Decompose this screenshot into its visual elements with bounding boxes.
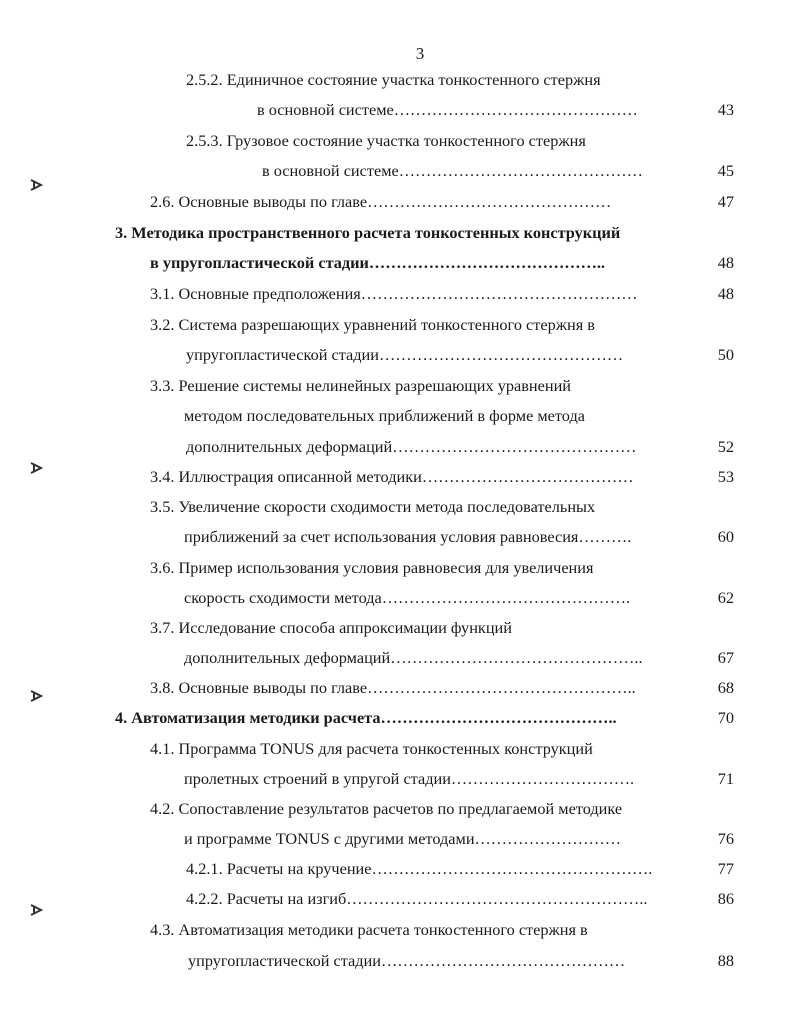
toc-entry-title: Автоматизация методики расчета…………………………………….. — [131, 708, 617, 727]
toc-entry-number: 3.4. — [150, 467, 175, 486]
toc-page-number: 68 — [717, 678, 734, 697]
toc-entry-number: 4.2.2. — [186, 889, 223, 908]
toc-entry-title: Автоматизация методики расчета тонкостенного стержня в — [178, 920, 588, 939]
toc-entry-number: 3.3. — [150, 376, 175, 395]
toc-entry-3-6-continuation: скорость сходимости метода………………………………………. — [184, 588, 631, 607]
page-number: 3 — [415, 44, 425, 63]
toc-entry-3-4 — [150, 466, 686, 488]
toc-page-number: 50 — [717, 345, 734, 364]
toc-entry-title: Исследование способа аппроксимации функций — [178, 618, 512, 637]
toc-entry-number: 4.1. — [150, 739, 175, 758]
toc-entry-title: Методика пространственного расчета тонкостенных конструкций — [131, 223, 621, 242]
toc-entry-4-3-heading — [150, 919, 588, 941]
toc-entry-title: Основные предположения…………………………………………… — [178, 284, 638, 303]
toc-entry-3-6-heading — [150, 557, 593, 579]
toc-entry-number: 3.2. — [150, 315, 175, 334]
toc-entry-title: Расчеты на изгиб……………………………………………….. — [226, 889, 648, 908]
toc-chapter-3-heading — [115, 222, 620, 244]
toc-entry-4-2-continuation: и программе TONUS с другими методами……………………… — [184, 829, 622, 848]
toc-entry-4-2-2 — [186, 888, 690, 910]
toc-page-number: 43 — [717, 100, 734, 119]
toc-entry-3-1 — [150, 283, 690, 305]
toc-entry-number: 4.2.1. — [186, 859, 223, 878]
toc-page-number: 45 — [717, 161, 734, 180]
toc-entry-3-3-heading — [150, 375, 571, 397]
toc-entry-title: Грузовое состояние участка тонкостенного стержня — [226, 131, 586, 150]
toc-entry-title: Увеличение скорости сходимости метода последовательных — [178, 497, 596, 516]
toc-entry-number: 3.8. — [150, 678, 175, 697]
toc-entry-3-2-continuation: упругопластической стадии……………………………………… — [186, 345, 624, 364]
toc-page-number: 71 — [717, 769, 734, 788]
toc-page-number: 67 — [717, 648, 734, 667]
toc-entry-3-5-heading — [150, 496, 595, 518]
toc-page-number: 76 — [717, 829, 734, 848]
toc-entry-3-3-continuation: дополнительных деформаций……………………………………… — [186, 437, 637, 456]
toc-entry-3-7-heading — [150, 617, 512, 639]
toc-page-number: 70 — [717, 708, 734, 727]
toc-chapter-4 — [115, 707, 687, 729]
toc-entry-number: 3.7. — [150, 618, 175, 637]
toc-entry-number: 4.3. — [150, 920, 175, 939]
toc-entry-4-2-heading — [150, 798, 622, 820]
toc-chapter-3-continuation — [150, 252, 688, 274]
toc-page-number: 48 — [717, 253, 734, 272]
toc-entry-4-2-1 — [186, 858, 688, 880]
toc-entry-title: Сопоставление результатов расчетов по предлагаемой методике — [178, 799, 623, 818]
toc-entry-title: Иллюстрация описанной методики………………………………… — [178, 467, 634, 486]
scan-mark-icon — [28, 902, 44, 918]
toc-entry-title: Решение системы нелинейных разрешающих уравнений — [178, 376, 571, 395]
toc-entry-3-8 — [150, 677, 686, 699]
toc-entry-number: 3.1. — [150, 284, 175, 303]
toc-entry-2-5-2-heading — [186, 69, 601, 91]
toc-entry-title: Система разрешающих уравнений тонкостенного стержня в — [178, 315, 595, 334]
toc-entry-4-3-continuation: упругопластической стадии……………………………………… — [188, 951, 626, 970]
toc-entry-number: 3.5. — [150, 497, 175, 516]
toc-page-number: 52 — [717, 437, 734, 456]
toc-entry-3-2-heading — [150, 314, 595, 336]
toc-entry-2-5-2-continuation: в основной системе……………………………………… — [257, 100, 638, 119]
scan-mark-icon — [28, 688, 44, 704]
toc-entry-number: 4. — [115, 708, 128, 727]
toc-entry-4-1-heading — [150, 738, 593, 760]
toc-entry-number: 2.5.2. — [186, 70, 223, 89]
toc-entry-4-1-continuation: пролетных строений в упругой стадии……………………………. — [184, 769, 635, 788]
toc-page-number: 48 — [717, 284, 734, 303]
toc-page-number: 62 — [717, 588, 734, 607]
toc-page-number: 47 — [717, 192, 734, 211]
toc-entry-2-5-3-heading — [186, 130, 586, 152]
toc-page-number: 88 — [717, 951, 734, 970]
toc-page-number: 77 — [717, 859, 734, 878]
toc-entry-2-6 — [150, 191, 690, 213]
toc-entry-title: Пример использования условия равновесия для увеличения — [178, 558, 594, 577]
scan-mark-icon — [28, 177, 44, 193]
toc-entry-title: Основные выводы по главе……………………………………… — [178, 192, 612, 211]
scan-mark-icon — [28, 460, 44, 476]
toc-entry-title: в упругопластической стадии…………………………………….. — [150, 253, 605, 272]
toc-page-number: 53 — [717, 467, 734, 486]
toc-entry-3-3-continuation: методом последовательных приближений в форме метода — [184, 406, 585, 425]
toc-page-number: 60 — [717, 527, 734, 546]
toc-entry-number: 2.5.3. — [186, 131, 223, 150]
toc-entry-number: 2.6. — [150, 192, 175, 211]
toc-entry-number: 4.2. — [150, 799, 175, 818]
toc-entry-number: 3. — [115, 223, 128, 242]
toc-entry-2-5-3-continuation: в основной системе……………………………………… — [262, 161, 643, 180]
toc-entry-title: Единичное состояние участка тонкостенного стержня — [226, 70, 601, 89]
toc-entry-3-5-continuation: приближений за счет использования условия равновесия………. — [184, 527, 632, 546]
toc-entry-title: Основные выводы по главе………………………………………….. — [178, 678, 636, 697]
toc-entry-3-7-continuation: дополнительных деформаций……………………………………….. — [184, 648, 643, 667]
toc-entry-title: Расчеты на кручение……………………………………………. — [226, 859, 653, 878]
toc-page-number: 86 — [717, 889, 734, 908]
toc-entry-title: Программа TONUS для расчета тонкостенных конструкций — [178, 739, 593, 758]
toc-entry-number: 3.6. — [150, 558, 175, 577]
